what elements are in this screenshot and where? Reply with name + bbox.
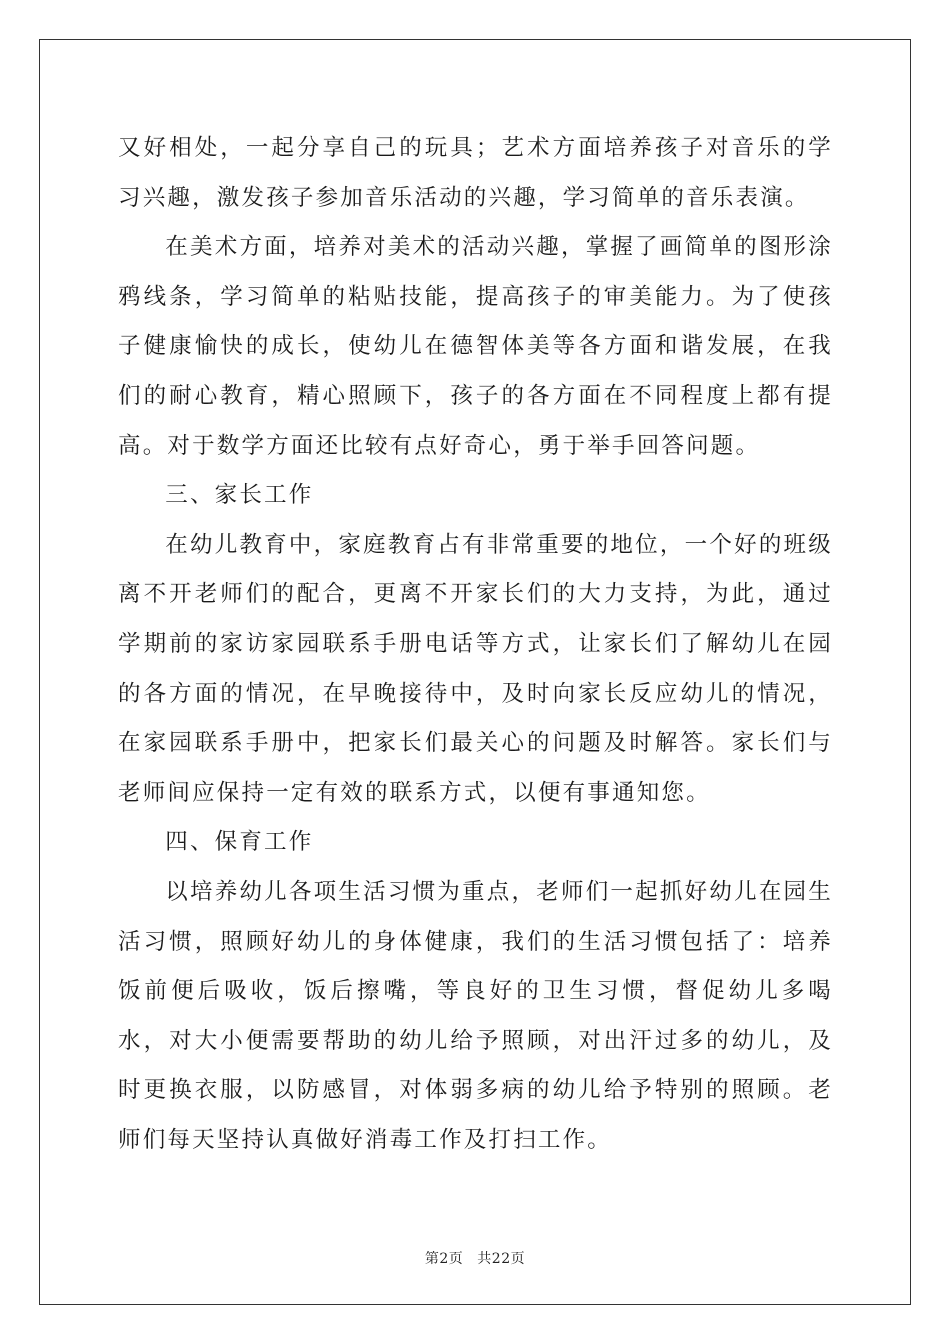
page-total: 共22页 xyxy=(477,1251,526,1267)
paragraph: 在美术方面，培养对美术的活动兴趣，掌握了画简单的图形涂鸦线条，学习简单的粘贴技能，提高孩子的审美能力。为了使孩子健康愉快的成长，使幼儿在德智体美等各方面和谐发展，在我们的耐心教育，精心照顾下，孩子的各方面在不同程度上都有提高。对于数学方面还比较有点好奇心，勇于举手回答问题。 xyxy=(118,234,833,459)
paragraph: 又好相处，一起分享自己的玩具；艺术方面培养孩子对音乐的学习兴趣，激发孩子参加音乐活动的兴趣，学习简单的音乐表演。 xyxy=(118,135,833,211)
paragraph: 在幼儿教育中，家庭教育占有非常重要的地位，一个好的班级离不开老师们的配合，更离不开家长们的大力支持，为此，通过学期前的家访家园联系手册电话等方式，让家长们了解幼儿在园的各方面的情况，在早晚接待中，及时向家长反应幼儿的情况，在家园联系手册中，把家长们最关心的问题及时解答。家长们与老师间应保持一定有效的联系方式，以便有事通知您。 xyxy=(118,531,833,806)
section-heading: 三、家长工作 xyxy=(165,482,314,509)
paragraph: 以培养幼儿各项生活习惯为重点，老师们一起抓好幼儿在园生活习惯，照顾好幼儿的身体健康，我们的生活习惯包括了：培养饭前便后吸收，饭后擦嘴，等良好的卫生习惯，督促幼儿多喝水，对大小便需要帮助的幼儿给予照顾，对出汗过多的幼儿，及时更换衣服，以防感冒，对体弱多病的幼儿给予特别的照顾。老师们每天坚持认真做好消毒工作及打扫工作。 xyxy=(118,878,833,1153)
document-body xyxy=(118,124,833,1165)
page-footer xyxy=(0,1248,950,1268)
page-number: 第2页 xyxy=(424,1251,464,1267)
section-heading: 四、保育工作 xyxy=(165,829,314,856)
